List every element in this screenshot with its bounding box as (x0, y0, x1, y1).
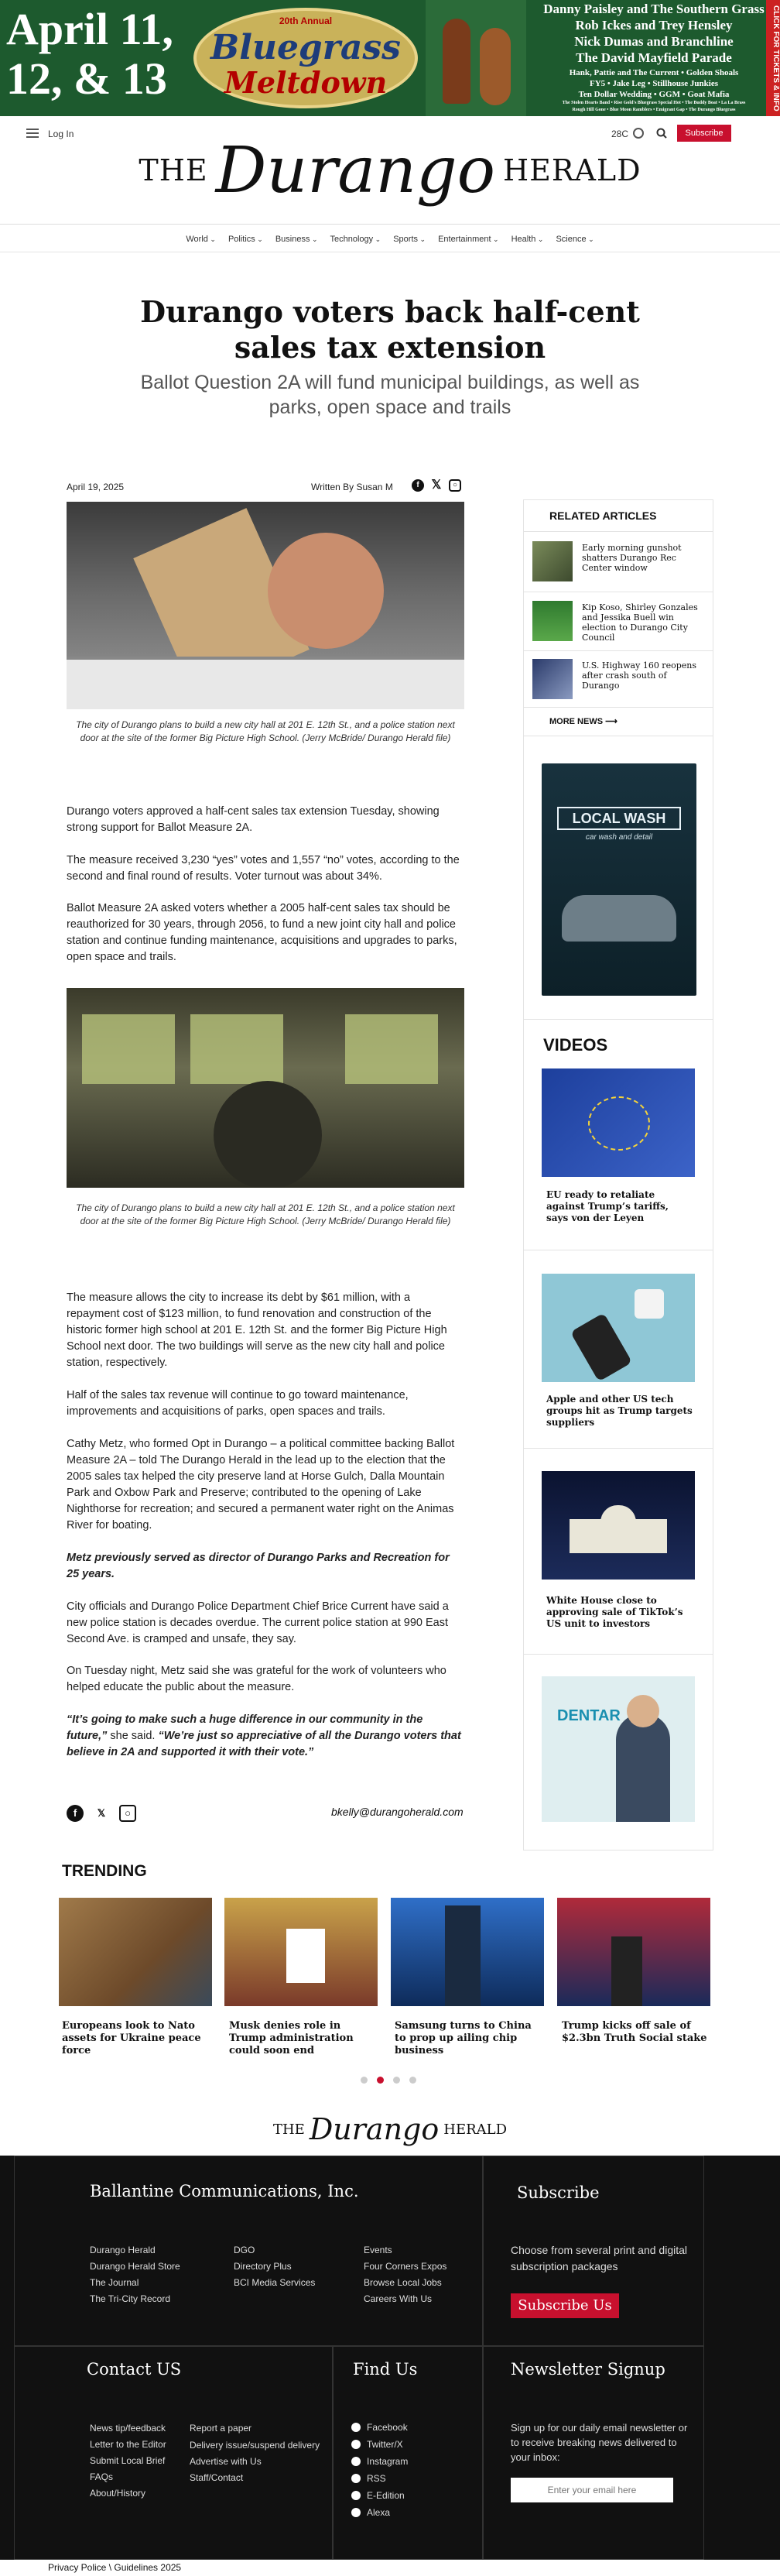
footer-link[interactable]: The Journal (90, 2277, 139, 2288)
ad-lineup-line: The Stolen Hearts Band • Rise Gold's Bluegrass Special Hot • The Buddy Boat • La La Brass (562, 101, 746, 105)
photo-caption: The city of Durango plans to build a new city hall at 201 E. 12th St., and a police station next door at the site of the former Big Picture High School. (Jerry McBride/ Durango Herald file) (76, 1202, 455, 1226)
ad-lineup-line: The David Mayfield Parade (576, 50, 732, 65)
ad-lineup-line: FY5 • Jake Leg • Stillhouse Junkies (589, 79, 718, 88)
subscribe-button[interactable]: Subscribe (677, 125, 731, 142)
ad-tickets-link[interactable]: CLICK FOR TICKETS & INFO (766, 0, 780, 116)
article-headline: Durango voters back half-cent sales tax extension (140, 294, 640, 365)
newsletter-email-input[interactable] (511, 2478, 673, 2502)
weather-temp: 28C (611, 129, 629, 139)
footer-social-link[interactable]: Twitter/X (351, 2439, 403, 2450)
footer-find-title: Find Us (353, 2360, 418, 2379)
footer-subscribe-button[interactable]: Subscribe Us (511, 2293, 619, 2318)
footer-link[interactable]: The Tri-City Record (90, 2293, 171, 2304)
sidebar-ad-dentar[interactable]: DENTAR (542, 1676, 695, 1822)
footer-link[interactable]: Report a paper (190, 2423, 252, 2434)
trending-thumb[interactable] (224, 1898, 378, 2006)
trending-link[interactable]: Trump kicks off sale of $2.3bn Truth Social stake (562, 2020, 707, 2044)
article-paragraph: On Tuesday night, Metz said she was grateful for the work of volunteers who helped educate the public about the measure. (67, 1665, 446, 1693)
top-banner-ad[interactable] (0, 0, 780, 116)
footer-company: Ballantine Communications, Inc. (90, 2182, 359, 2200)
footer-link[interactable]: Staff/Contact (190, 2472, 244, 2483)
band-illustration (426, 0, 526, 116)
login-link[interactable]: Log In (48, 129, 74, 139)
article-byline: Written By Susan M (311, 482, 393, 492)
trending-thumb[interactable] (59, 1898, 212, 2006)
article-paragraph: Cathy Metz, who formed Opt in Durango – a political committee backing Ballot Measure 2A – told The Durango Herald in the lead up to the election that the 2005 sales tax helped the city preserve land at Horse Gulch, Dalla Mountain Park and Oxbow Park and Preserve; contributed to the opening of Lake Nighthorse for recreation; and secured a permanent water right on the Animas River for boating. (67, 1438, 455, 1532)
footer-link[interactable]: Delivery issue/suspend delivery (190, 2440, 320, 2451)
video-title-link[interactable]: Apple and other US tech groups hit as Trump targets suppliers (546, 1394, 693, 1428)
footer-contact-links-2 (190, 2420, 321, 2486)
footer-links-events (364, 2242, 446, 2307)
trending-link[interactable]: Musk denies role in Trump administration could soon end (229, 2020, 354, 2056)
article-paragraph: The measure received 3,230 “yes” votes and 1,557 “no” votes, according to the second and final round of results. Voter turnout was about 34%. (67, 854, 460, 883)
footer-contact-links (90, 2420, 166, 2502)
article-photo-ballot (67, 502, 464, 709)
footer-newsletter-title: Newsletter Signup (511, 2360, 665, 2379)
related-article[interactable]: Early morning gunshot shatters Durango Rec Center window (531, 538, 707, 581)
footer-link[interactable]: DGO (234, 2245, 255, 2255)
trending-title: TRENDING (62, 1862, 147, 1880)
footer-link[interactable]: Durango Herald Store (90, 2261, 180, 2272)
rss-icon (351, 2474, 361, 2483)
instagram-icon[interactable]: ○ (449, 479, 461, 492)
ad-lineup-line: Rob Ickes and Trey Hensley (575, 18, 733, 33)
search-icon[interactable] (656, 128, 667, 139)
ad-lineup-line: Rough Hill Gone • Blue Moon Ramblers • Emigrant Gap • The Durango Bluegrass (572, 108, 736, 112)
footer-newsletter-text: Sign up for our daily email newsletter or to receive breaking news delivered to your inbox: (511, 2422, 688, 2463)
footer-social-link[interactable]: Instagram (351, 2456, 408, 2467)
author-email[interactable]: bkelly@durangoherald.com (331, 1806, 464, 1818)
instagram-icon (351, 2457, 361, 2466)
footer-link[interactable]: Directory Plus (234, 2261, 292, 2272)
article-share-footer (67, 1805, 136, 1822)
footer-contact-title: Contact US (87, 2360, 182, 2379)
footer-subscribe-title: Subscribe (517, 2183, 600, 2202)
footer-masthead[interactable]: THE Durango HERALD (0, 2103, 780, 2156)
footer-social-link[interactable]: E-Edition (351, 2490, 405, 2501)
related-articles-title: RELATED ARTICLES (549, 509, 657, 522)
e-edition-icon (351, 2491, 361, 2500)
footer-social-link[interactable]: RSS (351, 2473, 386, 2484)
related-thumb (532, 601, 573, 641)
twitter-icon[interactable]: 𝕏 (97, 1807, 106, 1819)
footer-link[interactable]: Careers With Us (364, 2293, 433, 2304)
nav-item-sports[interactable]: Sports ⌄ (393, 229, 426, 252)
footer-links-brands (90, 2242, 180, 2307)
ad-lineup-line: Hank, Pattie and The Current • Golden Shoals (569, 68, 739, 77)
instagram-icon[interactable]: ○ (119, 1805, 136, 1822)
article-paragraph: The measure allows the city to increase its debt by $61 million, with a repayment cost of $123 million, to fund renovation and construction of the historic former high school at 201 E. 12th St. and the former Big Picture High School next door. The two buildings will serve as the new city hall and police station, respectively. (67, 1291, 447, 1369)
nav-item-health[interactable]: Health ⌄ (511, 229, 544, 252)
footer-link[interactable]: About/History (90, 2488, 146, 2499)
alexa-icon (351, 2508, 361, 2517)
article-quote: “It’s going to make such a huge difference in our community in the future,” she said. “We’re just so appreciative of all the Durango voters that believe in 2A and supported it with their vote.” (67, 1713, 461, 1758)
twitter-icon[interactable]: 𝕏 (431, 478, 442, 492)
related-thumb (532, 659, 573, 699)
footer-social-link[interactable]: Facebook (351, 2422, 408, 2433)
footer-subscribe-text: Choose from several print and digital subscription packages (511, 2244, 688, 2272)
carousel-dots (361, 2077, 416, 2084)
videos-title: VIDEOS (543, 1035, 608, 1055)
share-icons (412, 479, 461, 492)
hamburger-menu-icon[interactable] (26, 129, 39, 138)
nav-item-business[interactable]: Business ⌄ (275, 229, 318, 252)
arrow-right-icon: ⟶ (605, 717, 618, 726)
video-title-link[interactable]: EU ready to retaliate against Trump’s tariffs, says von der Leyen (546, 1189, 669, 1223)
related-thumb (532, 541, 573, 581)
trending-link[interactable]: Europeans look to Nato assets for Ukraine peace force (62, 2020, 201, 2056)
facebook-icon (351, 2423, 361, 2432)
masthead-logo[interactable]: THE Durango HERALD (139, 133, 641, 208)
ad-lineup-line: Nick Dumas and Branchline (574, 34, 734, 49)
footer-link[interactable]: Durango Herald (90, 2245, 156, 2255)
footer-link[interactable]: Advertise with Us (190, 2456, 262, 2467)
video-thumb[interactable] (542, 1068, 695, 1177)
article-paragraph: City officials and Durango Police Department Chief Brice Current have said a new police station is decades overdue. The current police station at 990 East Second Ave. is cramped and unsafe, they say. (67, 1600, 449, 1645)
main-nav (0, 229, 780, 252)
video-title-link[interactable]: White House close to approving sale of TikTok’s US unit to investors (546, 1595, 683, 1629)
related-article[interactable]: Kip Koso, Shirley Gonzales and Jessika Buell win election to Durango City Council (531, 598, 707, 641)
footer-link[interactable]: Submit Local Brief (90, 2455, 166, 2466)
video-thumb[interactable] (542, 1471, 695, 1580)
article-date: April 19, 2025 (67, 482, 125, 492)
photo-caption: The city of Durango plans to build a new city hall at 201 E. 12th St., and a police station next door at the site of the former Big Picture High School. (Jerry McBride/ Durango Herald file) (76, 719, 455, 743)
trending-link[interactable]: Samsung turns to China to prop up ailing chip business (395, 2020, 532, 2056)
ad-lineup-line: Danny Paisley and The Southern Grass (543, 2, 765, 16)
video-thumb[interactable] (542, 1274, 695, 1382)
nav-item-world[interactable]: World ⌄ (186, 229, 216, 252)
ad-dates: April 11, 12, & 13 (6, 4, 173, 104)
article-photo-bus (67, 988, 464, 1188)
nav-item-entertainment[interactable]: Entertainment ⌄ (438, 229, 499, 252)
carousel-dot[interactable] (361, 2077, 368, 2084)
twitter-icon (351, 2440, 361, 2449)
footer-link[interactable]: Four Corners Expos (364, 2261, 447, 2272)
footer-bottom-links[interactable]: Privacy Police \ Guidelines 2025 (0, 2560, 780, 2576)
article-paragraph: Metz previously served as director of Durango Parks and Recreation for 25 years. (67, 1552, 450, 1580)
carousel-dot[interactable] (409, 2077, 416, 2084)
nav-item-technology[interactable]: Technology ⌄ (330, 229, 381, 252)
article-paragraph: Ballot Measure 2A asked voters whether a 2005 half-cent sales tax should be reauthorized for 30 years, through 2056, to fund a new joint city hall and police station and continue funding maintenance, acquisitions and upgrades to parks, open space and trails. (67, 902, 457, 963)
article-paragraph: Durango voters approved a half-cent sales tax extension Tuesday, showing strong support for Ballot Measure 2A. (67, 805, 440, 834)
footer-link[interactable]: Letter to the Editor (90, 2439, 166, 2450)
festival-logo: 20th Annual Bluegrass Meltdown (193, 8, 418, 108)
footer-social-link[interactable]: Alexa (351, 2507, 390, 2518)
nav-item-science[interactable]: Science ⌄ (556, 229, 594, 252)
footer-link[interactable]: News tip/feedback (90, 2423, 166, 2434)
footer-links-services (234, 2242, 315, 2291)
facebook-icon[interactable]: f (67, 1805, 84, 1822)
trending-thumb[interactable] (557, 1898, 710, 2006)
footer-link[interactable]: Browse Local Jobs (364, 2277, 442, 2288)
article-subhead: Ballot Question 2A will fund municipal buildings, as well as parks, open space and trails (140, 372, 640, 418)
footer-link[interactable]: BCI Media Services (234, 2277, 316, 2288)
related-article[interactable]: U.S. Highway 160 reopens after crash south of Durango (531, 656, 707, 699)
facebook-icon[interactable]: f (412, 479, 424, 492)
carousel-dot-active[interactable] (377, 2077, 384, 2084)
ad-lineup-line: Ten Dollar Wedding • GGM • Goat Mafia (578, 90, 730, 99)
carousel-dot[interactable] (393, 2077, 400, 2084)
article-paragraph: Half of the sales tax revenue will continue to go toward maintenance, improvements and acquisitions of parks, open spaces and trails. (67, 1389, 409, 1418)
trending-thumb[interactable] (391, 1898, 544, 2006)
footer-link[interactable]: Events (364, 2245, 392, 2255)
more-news-link[interactable]: MORE NEWS ⟶ (549, 717, 618, 726)
footer-link[interactable]: FAQs (90, 2471, 114, 2482)
nav-item-politics[interactable]: Politics ⌄ (228, 229, 263, 252)
sidebar-ad-local-wash[interactable]: LOCAL WASH car wash and detail (542, 763, 696, 996)
